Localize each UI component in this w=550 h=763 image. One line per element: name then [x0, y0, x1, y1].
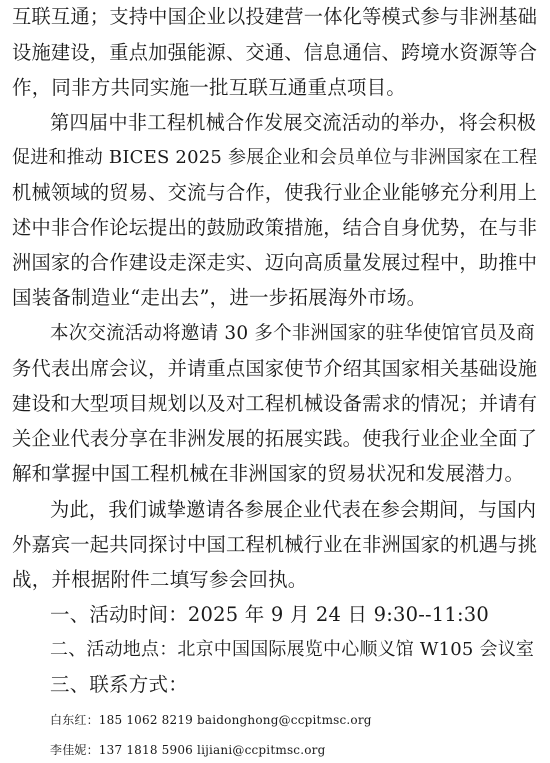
- contact-bai-donghong: 白东红：185 1062 8219 baidonghong@ccpitmsc.org: [50, 713, 372, 727]
- paragraph-2-line-6: 国装备制造业“走出去”，进一步拓展海外市场。: [12, 286, 427, 309]
- paragraph-3-line-2: 务代表出席会议，并请重点国家使节介绍其国家相关基础设施: [12, 357, 538, 380]
- paragraph-3-line-4: 关企业代表分享在非洲发展的拓展实践。使我行业企业全面了: [12, 427, 538, 450]
- paragraph-3-line-3: 建设和大型项目规划以及对工程机械设备需求的情况；并请有: [12, 392, 538, 415]
- paragraph-4-line-1: 为此，我们诚挚邀请各参展企业代表在参会期间，与国内: [50, 498, 537, 521]
- paragraph-2-line-4: 述中非合作论坛提出的鼓励政策措施，结合自身优势，在与非: [12, 216, 538, 239]
- contact-li-jiani: 李佳妮：137 1818 5906 lijiani@ccpitmsc.org: [50, 743, 326, 757]
- paragraph-2-line-3: 机械领域的贸易、交流与合作，使我行业企业能够充分利用上: [12, 181, 538, 204]
- paragraph-1-line-1: 互联互通；支持中国企业以投建营一体化等模式参与非洲基础: [12, 5, 538, 28]
- paragraph-1-line-3: 作，同非方共同实施一批互联互通重点项目。: [12, 76, 407, 99]
- paragraph-1-line-2: 设施建设，重点加强能源、交通、信息通信、跨境水资源等合: [12, 41, 538, 64]
- paragraph-4-line-2: 外嘉宾一起共同探讨中国工程机械行业在非洲国家的机遇与挑: [12, 533, 538, 556]
- paragraph-2-line-5: 洲国家的合作建设走深走实、迈向高质量发展过程中，助推中: [12, 251, 538, 274]
- paragraph-4-line-3: 战，并根据附件二填写参会回执。: [12, 568, 308, 591]
- event-place: 二、活动地点：北京中国国际展览中心顺义馆 W105 会议室: [50, 639, 535, 660]
- paragraph-2-line-2: 促进和推动 BICES 2025 参展企业和会员单位与非洲国家在工程: [12, 147, 538, 168]
- paragraph-3-line-1: 本次交流活动将邀请 30 多个非洲国家的驻华使馆官员及商: [50, 323, 535, 344]
- paragraph-3-line-5: 解和掌握中国工程机械在非洲国家的贸易状况和发展潜力。: [12, 462, 525, 485]
- event-time: 一、活动时间：2025 年 9 月 24 日 9:30--11:30: [50, 603, 489, 626]
- paragraph-2-line-1: 第四届中非工程机械合作发展交流活动的举办，将会积极: [50, 111, 537, 134]
- contact-heading: 三、联系方式：: [50, 673, 188, 696]
